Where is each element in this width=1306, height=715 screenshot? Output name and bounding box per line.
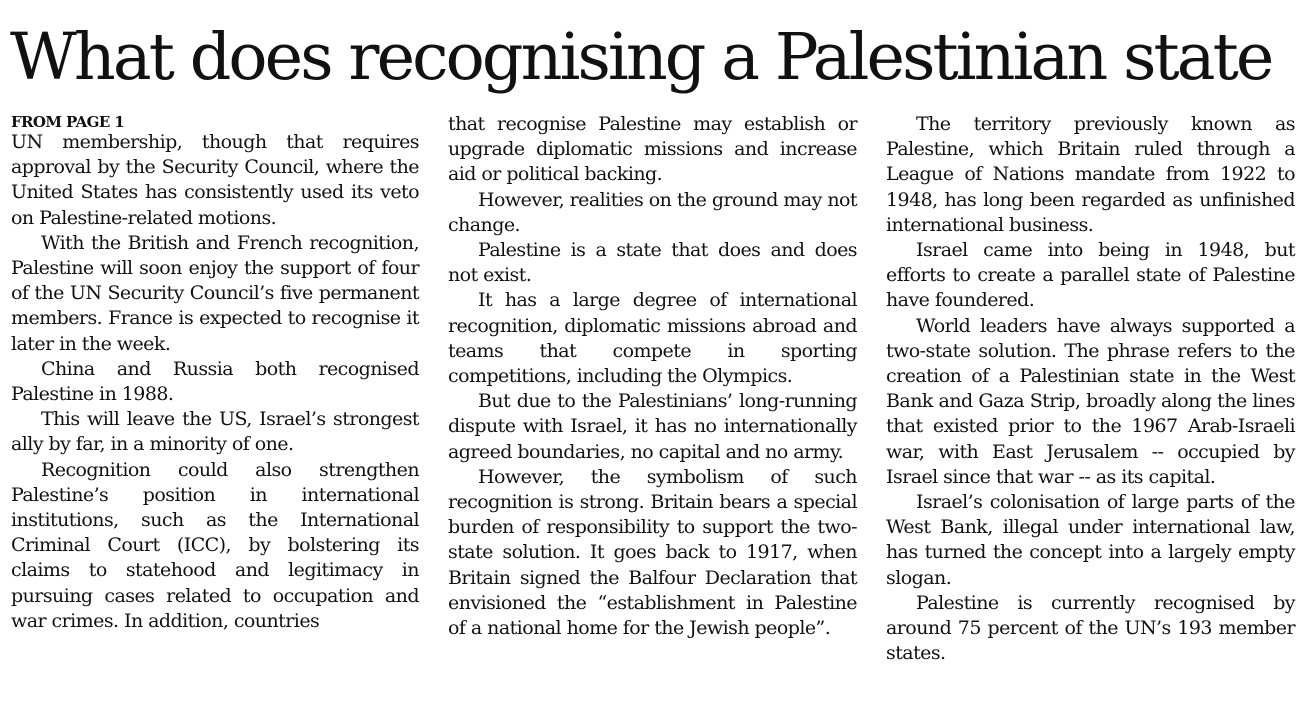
article-headline: What does recognising a Palestinian state: [10, 20, 1272, 95]
paragraph: Palestine is currently recognised by around 75 percent of the UN’s 193 member states.: [886, 591, 1295, 665]
paragraph: that recognise Palestine may establish or upgrade diplomatic missions and increase aid or political backing.: [448, 113, 857, 186]
paragraph: The territory previously known as Palestine, which Britain ruled through a League of Nations mandate from 1922 to 1948, has long been regarded as unfinished international business.: [886, 113, 1295, 236]
jump-line: FROM PAGE 1: [11, 113, 125, 131]
article-column-1: [11, 112, 419, 634]
paragraph: With the British and French recognition, Palestine will soon enjoy the support of four of the UN Security Council’s five permanent members. France is expected to recognise it later in the week.: [11, 231, 419, 355]
paragraph: This will leave the US, Israel’s strongest ally by far, in a minority of one.: [11, 408, 419, 456]
paragraph: However, the symbolism of such recognition is strong. Britain bears a special burden of responsibility to support the two-state solution. It goes back to 1917, when Britain signed the Balfour Declaration that envisioned the “establishment in Palestine of a national home for the Jewish people”.: [448, 465, 857, 640]
paragraph: Israel came into being in 1948, but efforts to create a parallel state of Palestine have foundered.: [886, 239, 1295, 312]
article-column-3: [886, 112, 1295, 666]
paragraph: Recognition could also strengthen Palestine’s position in international institutions, such as the International Criminal Court (ICC), by bolstering its claims to statehood and legitimacy in pursuing cases related to occupation and war crimes. In addition, countries: [11, 458, 419, 632]
article-column-2: [448, 112, 857, 641]
paragraph: It has a large degree of international recognition, diplomatic missions abroad and teams that compete in sporting competitions, including the Olympics.: [448, 289, 857, 388]
paragraph: Palestine is a state that does and does not exist.: [448, 239, 857, 287]
paragraph: But due to the Palestinians’ long-running dispute with Israel, it has no internationally agreed boundaries, no capital and no army.: [448, 390, 857, 463]
paragraph: Israel’s colonisation of large parts of the West Bank, illegal under international law, has turned the concept into a largely empty slogan.: [886, 491, 1295, 589]
paragraph: China and Russia both recognised Palestine in 1988.: [11, 357, 419, 406]
paragraph: World leaders have always supported a two-state solution. The phrase refers to the creation of a Palestinian state in the West Bank and Gaza Strip, broadly along the lines that existed prior to the 1967 Arab-Israeli war, with East Jerusalem -- occupied by Israel since that war -- as its capital.: [886, 314, 1295, 488]
paragraph: UN membership, though that requires approval by the Security Council, where the United States has consistently used its veto on Palestine-related motions.: [11, 131, 419, 229]
paragraph: However, realities on the ground may not change.: [448, 188, 857, 236]
